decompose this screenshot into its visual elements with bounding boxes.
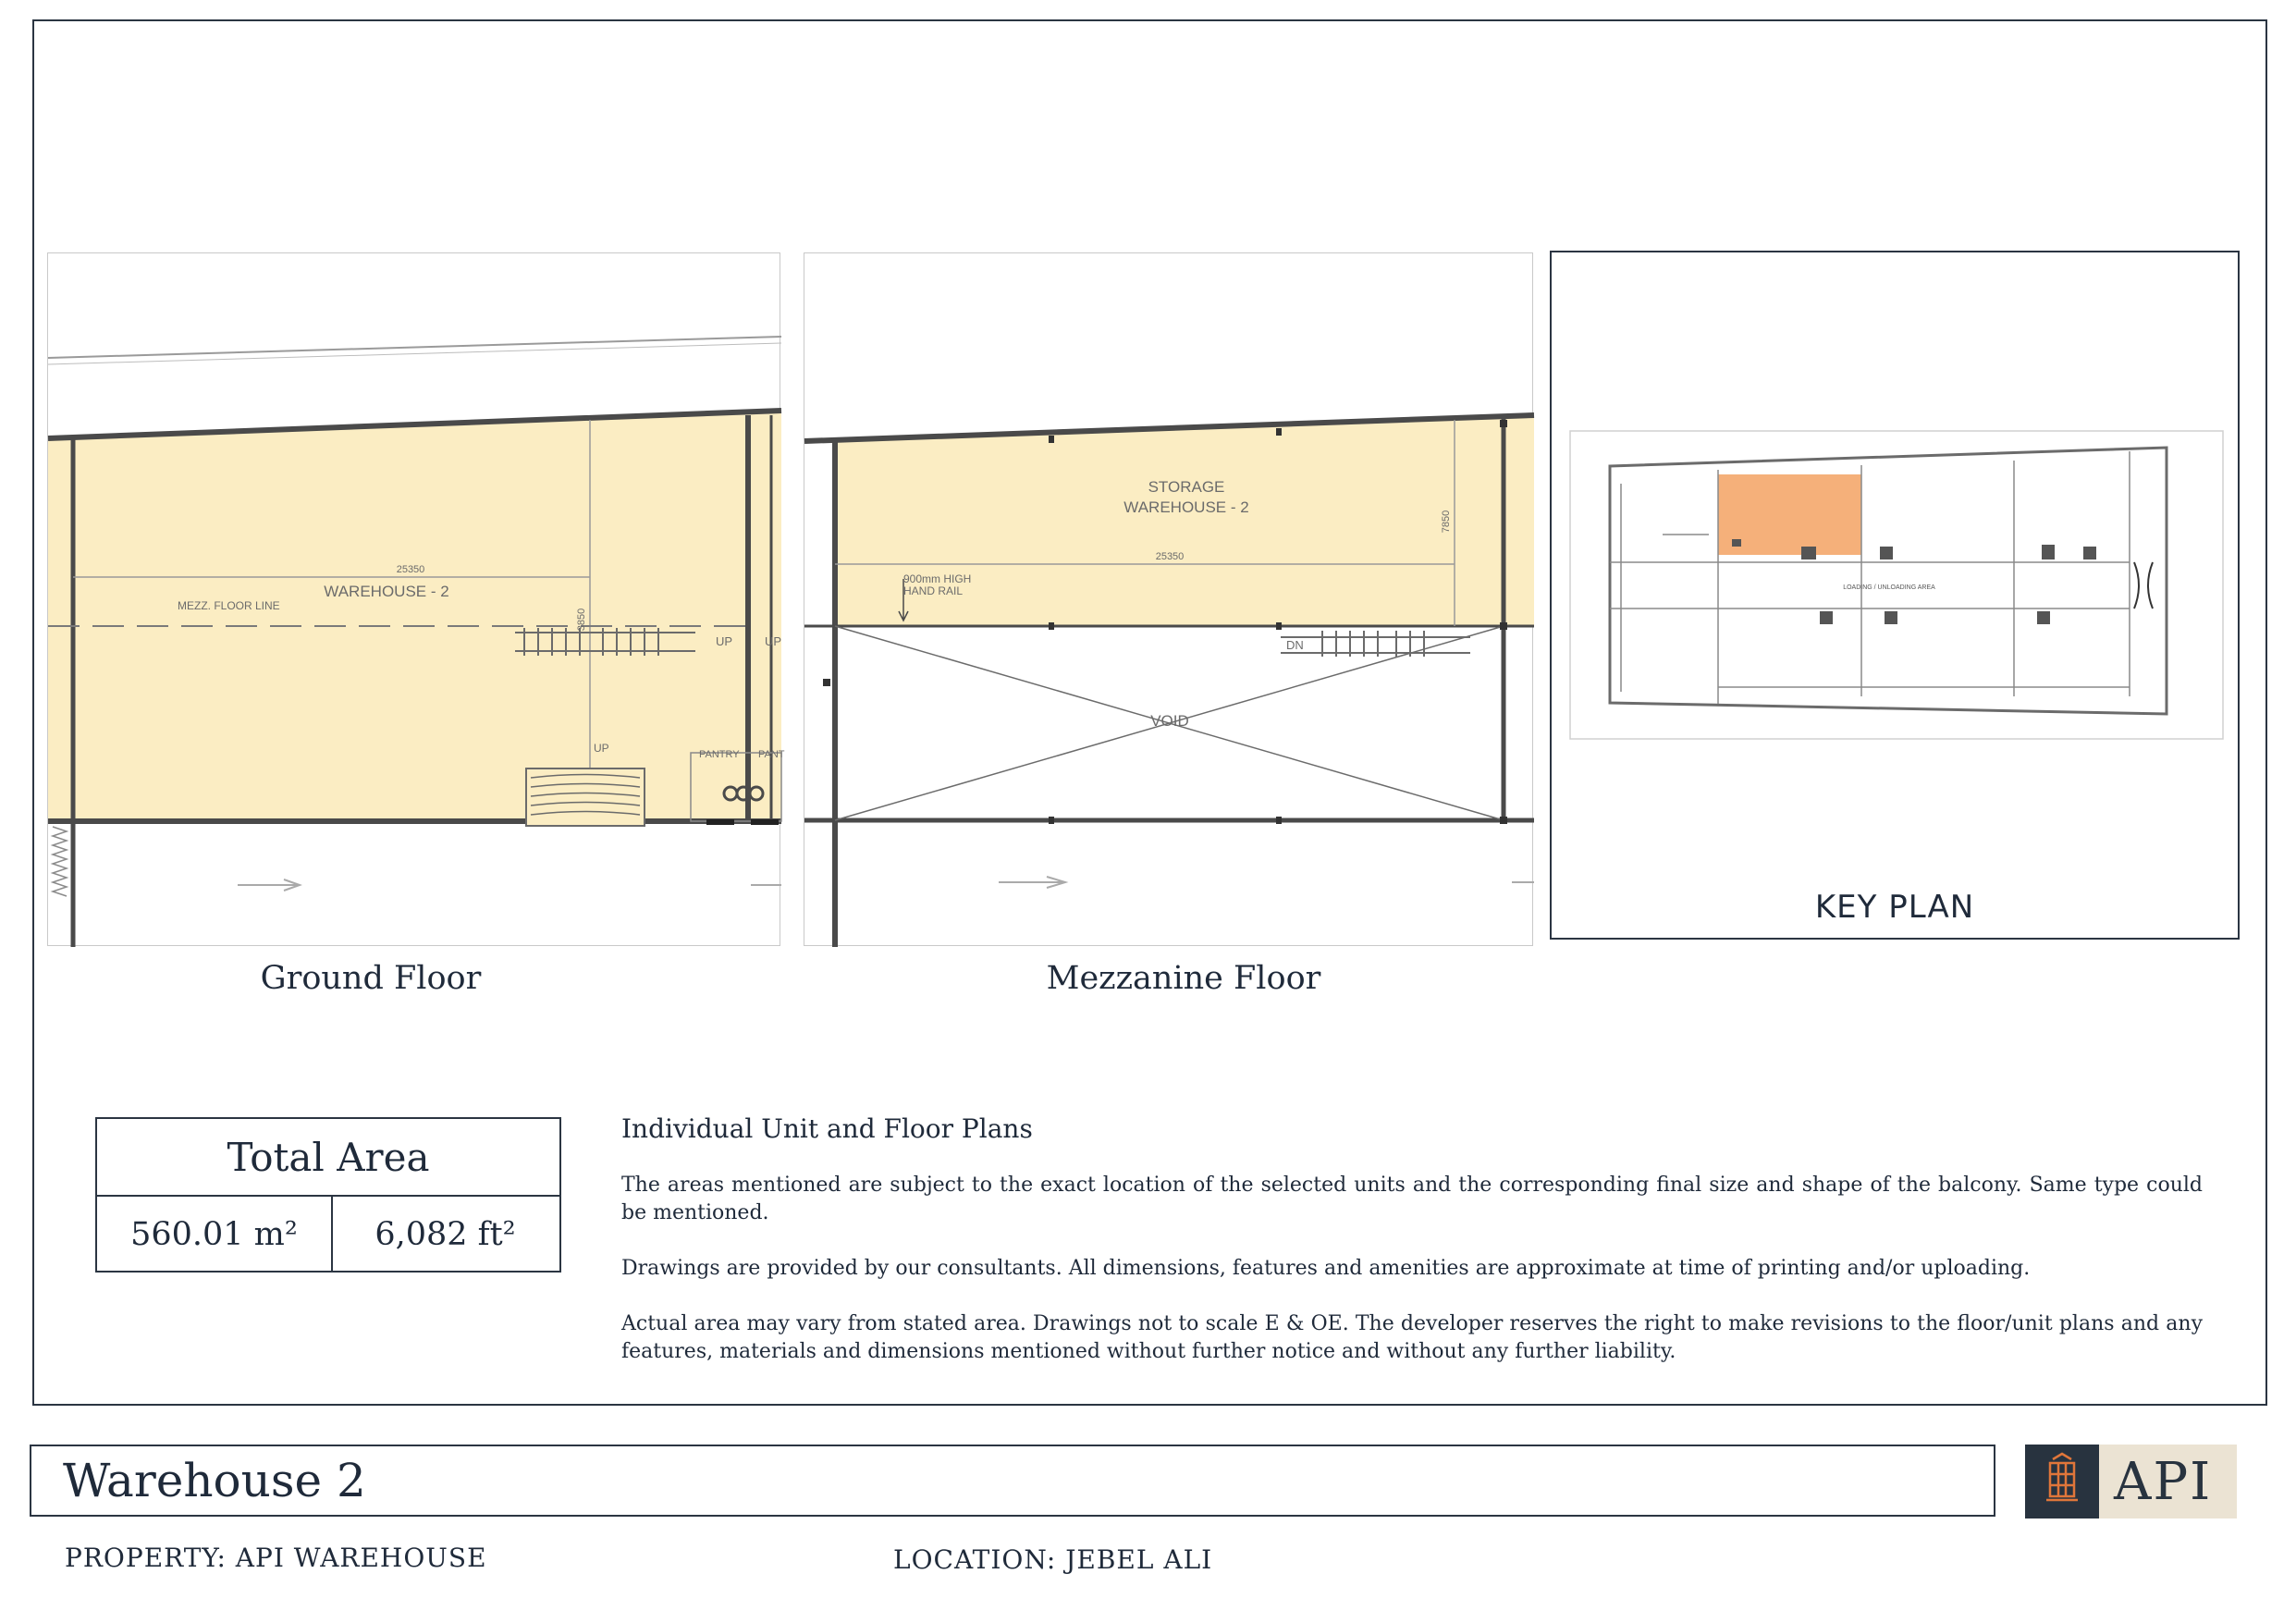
ground-depth-dimension: 3850 [576, 608, 587, 632]
notes-paragraph: The areas mentioned are subject to the exact location of the selected units and the corresponding final size and shape of the balcony. Same type could be mentioned. [621, 1174, 2203, 1224]
key-plan [1550, 251, 2240, 940]
stair-down-label: DN [1286, 638, 1304, 652]
location-label: LOCATION: JEBEL ALI [893, 1544, 1213, 1575]
ground-floor-drawing [48, 253, 785, 947]
area-imperial: 6,082 ft² [374, 1216, 516, 1253]
property-label: PROPERTY: API WAREHOUSE [65, 1543, 487, 1573]
notes-paragraph: Actual area may vary from stated area. Drawings not to scale E & OE. The developer reserves the right to make revisions to the floor/unit plans and any features, materials and dimensions mentioned without further notice and without any further liability. [621, 1312, 2203, 1363]
stair-up-label-2: UP [765, 634, 782, 648]
ramp-up-label: UP [594, 742, 609, 755]
mezz-room-label-line1: STORAGE [1148, 478, 1225, 496]
pantry-label: PANTRY [699, 749, 740, 760]
ground-room-label: WAREHOUSE - 2 [324, 583, 449, 600]
mezz-width-dimension: 25350 [1155, 551, 1185, 562]
notes-heading: Individual Unit and Floor Plans [621, 1113, 1033, 1144]
ground-floor-caption: Ground Floor [260, 960, 482, 997]
mezz-depth-dimension: 7850 [1441, 510, 1452, 534]
total-area-box [95, 1117, 561, 1273]
ground-floor-plan [47, 252, 785, 946]
ground-width-dimension: 25350 [396, 564, 425, 575]
mezz-room-label-line2: WAREHOUSE - 2 [1123, 498, 1249, 516]
stair-up-label: UP [716, 634, 733, 648]
mezz-floor-line-label: MEZZ. FLOOR LINE [178, 599, 280, 612]
disclaimer-notes [621, 1113, 2203, 1394]
key-plan-title: KEY PLAN [1814, 889, 1975, 926]
void-label: VOID [1150, 712, 1189, 730]
area-metric: 560.01 m² [97, 1197, 333, 1273]
mezzanine-floor-plan [804, 252, 1533, 946]
hand-rail-label-line1: 900mm HIGH [903, 572, 972, 585]
document-title-bar [30, 1445, 1995, 1517]
hand-rail-label-line2: HAND RAIL [903, 584, 964, 597]
document-title: Warehouse 2 [63, 1454, 366, 1507]
key-plan-drawing [1552, 252, 2238, 938]
mezzanine-floor-drawing [804, 253, 1534, 947]
mezzanine-floor-caption: Mezzanine Floor [1046, 960, 1321, 997]
pantry-label-2: PANT [758, 749, 785, 760]
api-logo [2025, 1445, 2237, 1518]
notes-paragraph: Drawings are provided by our consultants. All dimensions, features and amenities are approximate at time of printing and/or uploading. [621, 1257, 2031, 1280]
logo-mark-icon [2025, 1445, 2099, 1518]
key-plan-loading-label: LOADING / UNLOADING AREA [1843, 584, 1935, 591]
logo-text: API [2114, 1452, 2213, 1512]
total-area-title: Total Area [97, 1119, 559, 1197]
